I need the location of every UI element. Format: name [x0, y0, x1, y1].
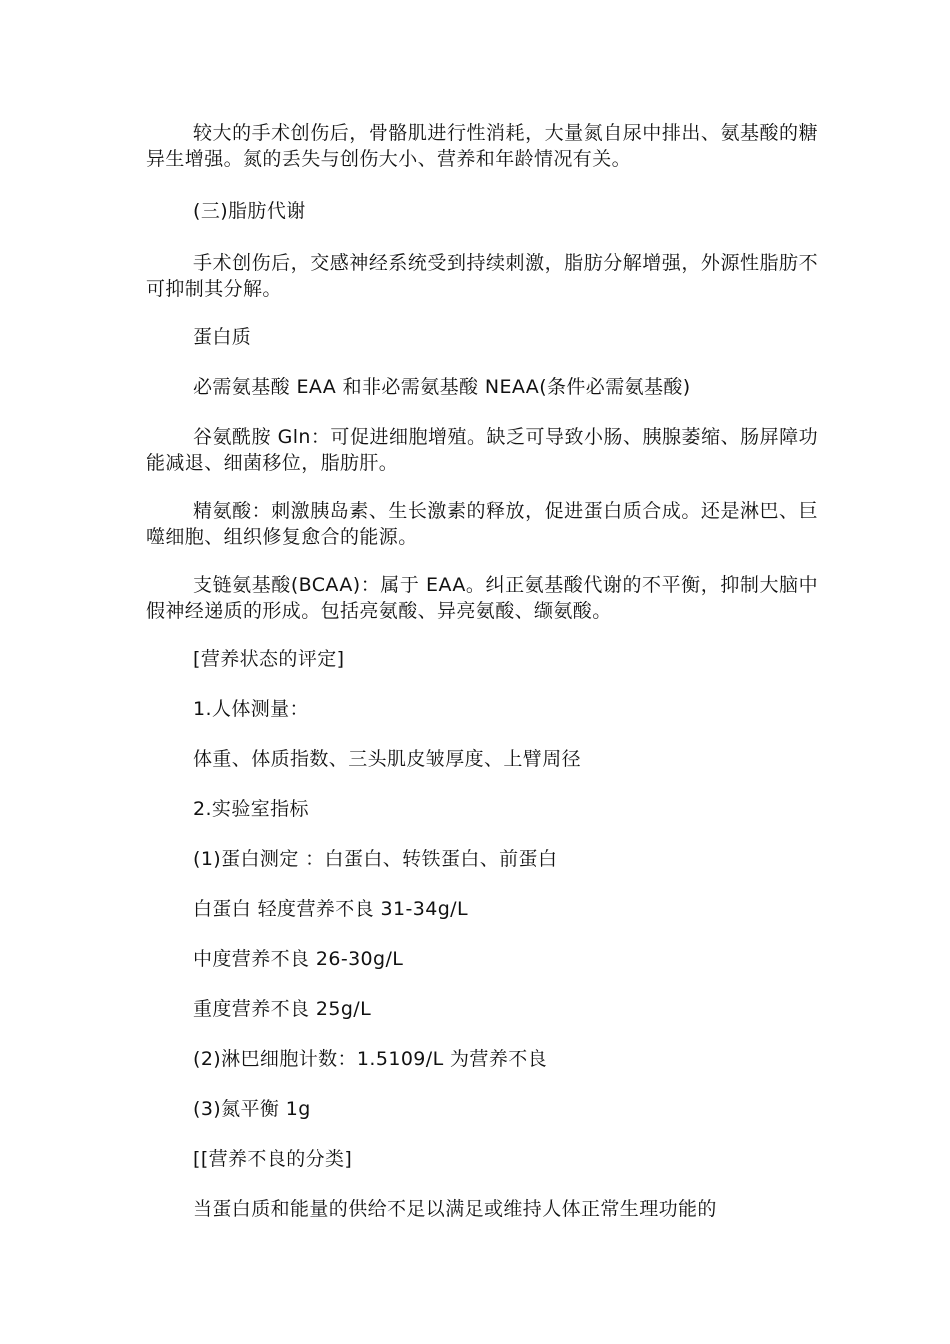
paragraph-albumin-moderate: 中度营养不良 26-30g/L — [193, 948, 404, 970]
paragraph-fat-metabolism: 手术创伤后，交感神经系统受到持续刺激，脂肪分解增强，外源性脂肪不可抑制其分解。 — [146, 252, 818, 300]
heading-malnutrition-classification: [[营养不良的分类] — [193, 1148, 353, 1170]
heading-anthropometry: 1.人体测量： — [193, 698, 309, 720]
paragraph-bcaa: 支链氨基酸(BCAA)：属于 EAA。纠正氨基酸代谢的不平衡，抑制大脑中假神经递质的形成。包括亮氨酸、异亮氨酸、缬氨酸。 — [146, 574, 818, 622]
heading-lab-indicators: 2.实验室指标 — [193, 798, 309, 820]
paragraph-amino-acids: 必需氨基酸 EAA 和非必需氨基酸 NEAA(条件必需氨基酸) — [193, 376, 691, 398]
paragraph-anthropometry-items: 体重、体质指数、三头肌皮皱厚度、上臂周径 — [193, 748, 582, 770]
heading-nutrition-assessment: [营养状态的评定] — [193, 648, 345, 670]
paragraph-albumin-severe: 重度营养不良 25g/L — [193, 998, 372, 1020]
heading-protein: 蛋白质 — [193, 326, 252, 348]
paragraph-malnutrition-definition: 当蛋白质和能量的供给不足以满足或维持人体正常生理功能的 — [193, 1198, 717, 1220]
paragraph-protein-tests: (1)蛋白测定 ：白蛋白、转铁蛋白、前蛋白 — [193, 848, 558, 870]
paragraph-nitrogen-balance: (3)氮平衡 1g — [193, 1098, 311, 1120]
paragraph-arginine: 精氨酸：刺激胰岛素、生长激素的释放，促进蛋白质合成。还是淋巴、巨噬细胞、组织修复愈合的能源。 — [146, 500, 818, 548]
paragraph-surgical-trauma-nitrogen: 较大的手术创伤后，骨骼肌进行性消耗，大量氮自尿中排出、氨基酸的糖异生增强。氮的丢失与创伤大小、营养和年龄情况有关。 — [146, 122, 818, 170]
paragraph-lymphocyte-count: (2)淋巴细胞计数：1.5109/L 为营养不良 — [193, 1048, 548, 1070]
heading-fat-metabolism: (三)脂肪代谢 — [193, 200, 306, 222]
paragraph-glutamine: 谷氨酰胺 Gln：可促进细胞增殖。缺乏可导致小肠、胰腺萎缩、肠屏障功能减退、细菌移位，脂肪肝。 — [146, 426, 818, 474]
paragraph-albumin-mild: 白蛋白 轻度营养不良 31-34g/L — [193, 898, 468, 920]
